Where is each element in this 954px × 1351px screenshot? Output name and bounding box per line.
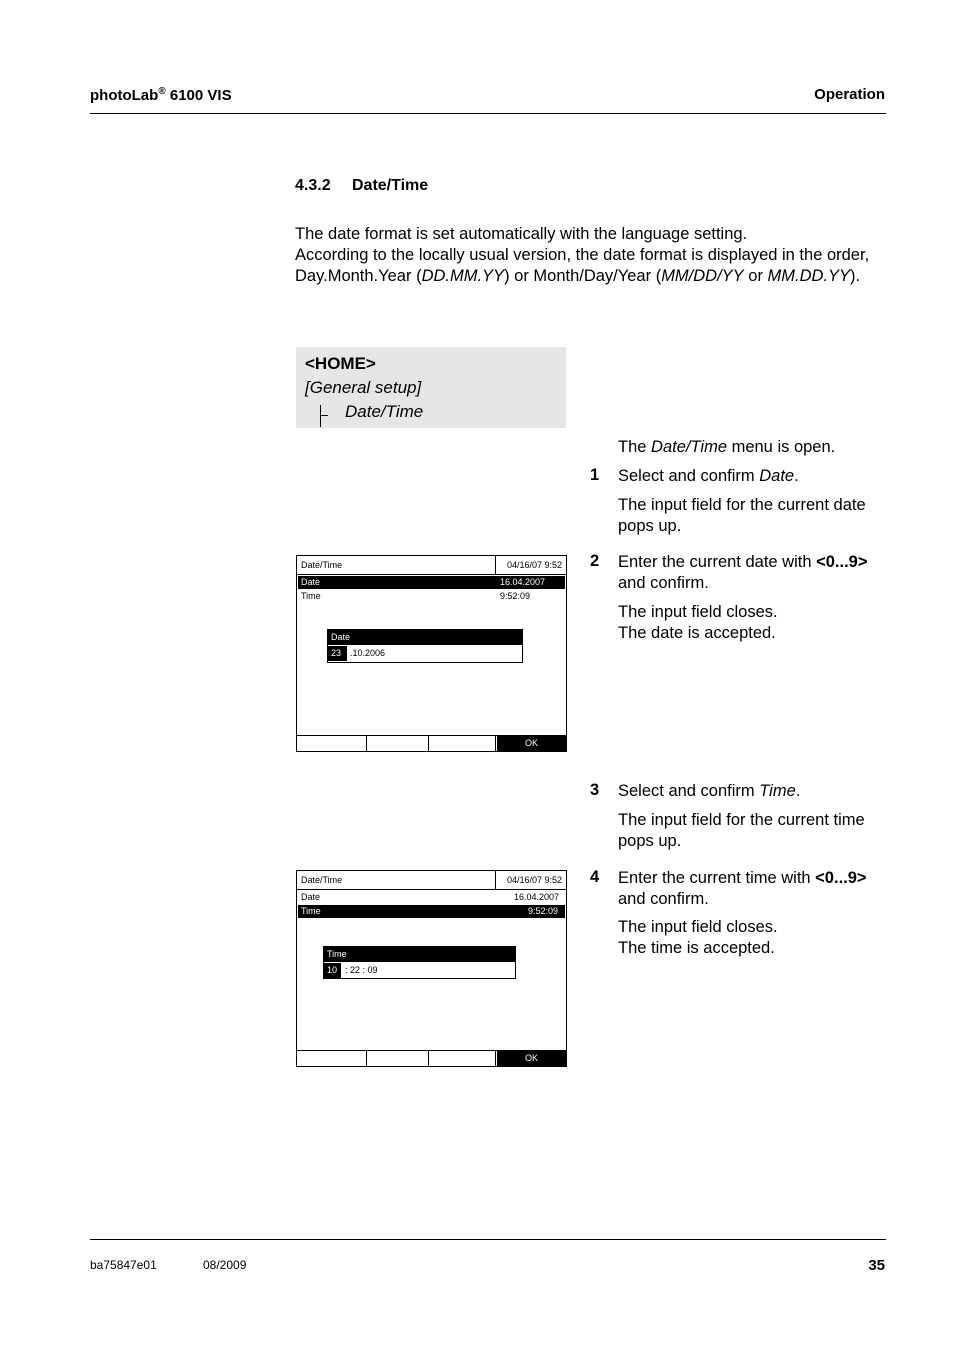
datetime-text: 04/16/07 9:52 [506, 560, 562, 570]
screen-datetime [495, 556, 566, 574]
step-3-text [618, 781, 800, 802]
section-heading [295, 177, 428, 195]
item-date: Date [759, 467, 795, 485]
softkey-bar [297, 1050, 566, 1066]
ok-label: OK [524, 1053, 538, 1063]
intro-text-run: or [743, 267, 768, 285]
step-2-text [618, 552, 868, 594]
softkey-2[interactable] [367, 736, 429, 751]
list-item-date[interactable] [298, 576, 565, 589]
screen-title-bar [297, 871, 566, 890]
step-number-2: 2 [590, 552, 600, 570]
softkey-bar [297, 735, 566, 751]
format-ddmmyy: DD.MM.YY [421, 267, 505, 285]
screen-title-bar [297, 556, 566, 575]
softkey-1[interactable] [297, 736, 367, 751]
intro-line-1: The date format is set automatically with the language setting. [295, 225, 748, 243]
text-run: Select and confirm [618, 782, 760, 800]
row-label: Date [301, 577, 321, 587]
softkey-1[interactable] [297, 1051, 367, 1066]
result-line: The input field closes. [618, 918, 778, 936]
text-run: Enter the current date with [618, 553, 817, 571]
intro-paragraph-2 [295, 245, 885, 287]
key-digits: <0...9> [815, 869, 867, 887]
input-cursor-field[interactable] [324, 963, 341, 978]
result-line: The input field closes. [618, 603, 778, 621]
cursor-value: 23 [331, 648, 342, 658]
text-run: Select and confirm [618, 467, 760, 485]
datetime-text: 04/16/07 9:52 [506, 875, 562, 885]
list-item-time[interactable] [298, 590, 565, 603]
result-line: pops up. [618, 517, 682, 535]
step-4-text [618, 868, 867, 910]
tree-branch-icon [320, 405, 330, 427]
product-name: photoLab [90, 87, 159, 104]
text-run: . [795, 782, 801, 800]
footer-rule [90, 1239, 886, 1240]
list-item-time[interactable] [298, 905, 565, 918]
row-label: Date [301, 892, 321, 902]
text-run: and confirm. [618, 890, 709, 908]
text-run: Enter the current time with [618, 869, 816, 887]
product-model: 6100 VIS [165, 87, 232, 104]
result-line: The time is accepted. [618, 939, 775, 957]
step-number-1: 1 [590, 466, 600, 484]
input-rest-value: .10.2006 [350, 648, 386, 658]
softkey-3[interactable] [429, 1051, 496, 1066]
row-value: 9:52:09 [528, 906, 559, 916]
result-line: The input field for the current time [618, 811, 865, 829]
screen-title: Date/Time [301, 875, 343, 885]
popup-title: Time [327, 949, 347, 959]
menu-home: <HOME> [305, 354, 376, 373]
format-mmddyy-slash: MM/DD/YY [661, 267, 744, 285]
format-mmddyy-dot: MM.DD.YY [767, 267, 851, 285]
step-1-text [618, 466, 799, 487]
key-digits: <0...9> [816, 553, 868, 571]
intro-text-run: ). [850, 267, 861, 285]
list-item-date[interactable] [298, 891, 565, 904]
footer-doc-id: ba75847e01 [90, 1258, 157, 1272]
row-value: 9:52:09 [500, 591, 531, 601]
step-number-4: 4 [590, 868, 600, 886]
row-value: 16.04.2007 [500, 577, 546, 587]
softkey-3[interactable] [429, 736, 496, 751]
device-screen-date [296, 555, 567, 752]
menu-open-text [618, 437, 835, 458]
device-screen-time [296, 870, 567, 1067]
ok-label: OK [524, 738, 538, 748]
step-2-result [618, 602, 778, 644]
time-input-popup[interactable] [323, 946, 516, 979]
header-product [90, 86, 232, 104]
step-1-result [618, 495, 866, 537]
cursor-value: 10 [327, 965, 338, 975]
intro-text [295, 224, 885, 287]
step-number-3: 3 [590, 781, 600, 799]
header-chapter: Operation [814, 86, 885, 103]
result-line: pops up. [618, 832, 682, 850]
result-line: The input field for the current date [618, 496, 866, 514]
result-line: The date is accepted. [618, 624, 776, 642]
popup-title: Date [331, 632, 351, 642]
step-3-result [618, 810, 865, 852]
menu-date-time: Date/Time [345, 402, 424, 421]
ok-button[interactable] [497, 1051, 566, 1066]
menu-general-setup: [General setup] [305, 378, 422, 397]
text-run: The [618, 438, 652, 456]
row-value: 16.04.2007 [514, 892, 560, 902]
softkey-2[interactable] [367, 1051, 429, 1066]
step-4-result [618, 917, 778, 959]
intro-text-run: According to the locally usual version, the date format is displayed in the order, Day.Month.Year ( [295, 246, 870, 285]
menu-name: Date/Time [651, 438, 727, 456]
text-run: menu is open. [727, 438, 836, 456]
input-rest-value: : 22 : 09 [345, 965, 378, 975]
date-input-popup[interactable] [327, 629, 523, 663]
page-number: 35 [868, 1257, 885, 1274]
popup-title-bar [328, 630, 522, 645]
text-run: and confirm. [618, 574, 709, 592]
row-label: Time [301, 906, 321, 916]
section-title: Date/Time [352, 177, 429, 194]
header-rule [90, 113, 886, 114]
text-run: . [794, 467, 799, 485]
screen-title: Date/Time [301, 560, 343, 570]
ok-button[interactable] [497, 736, 566, 751]
row-label: Time [301, 591, 321, 601]
intro-text-run: ) or Month/Day/Year ( [504, 267, 662, 285]
item-time: Time [759, 782, 796, 800]
menu-path-box [296, 347, 566, 428]
screen-datetime [495, 871, 566, 889]
registered-mark: ® [158, 86, 166, 97]
section-number: 4.3.2 [295, 177, 331, 194]
input-cursor-field[interactable] [328, 646, 347, 661]
popup-title-bar [324, 947, 515, 962]
footer-date: 08/2009 [203, 1258, 247, 1272]
